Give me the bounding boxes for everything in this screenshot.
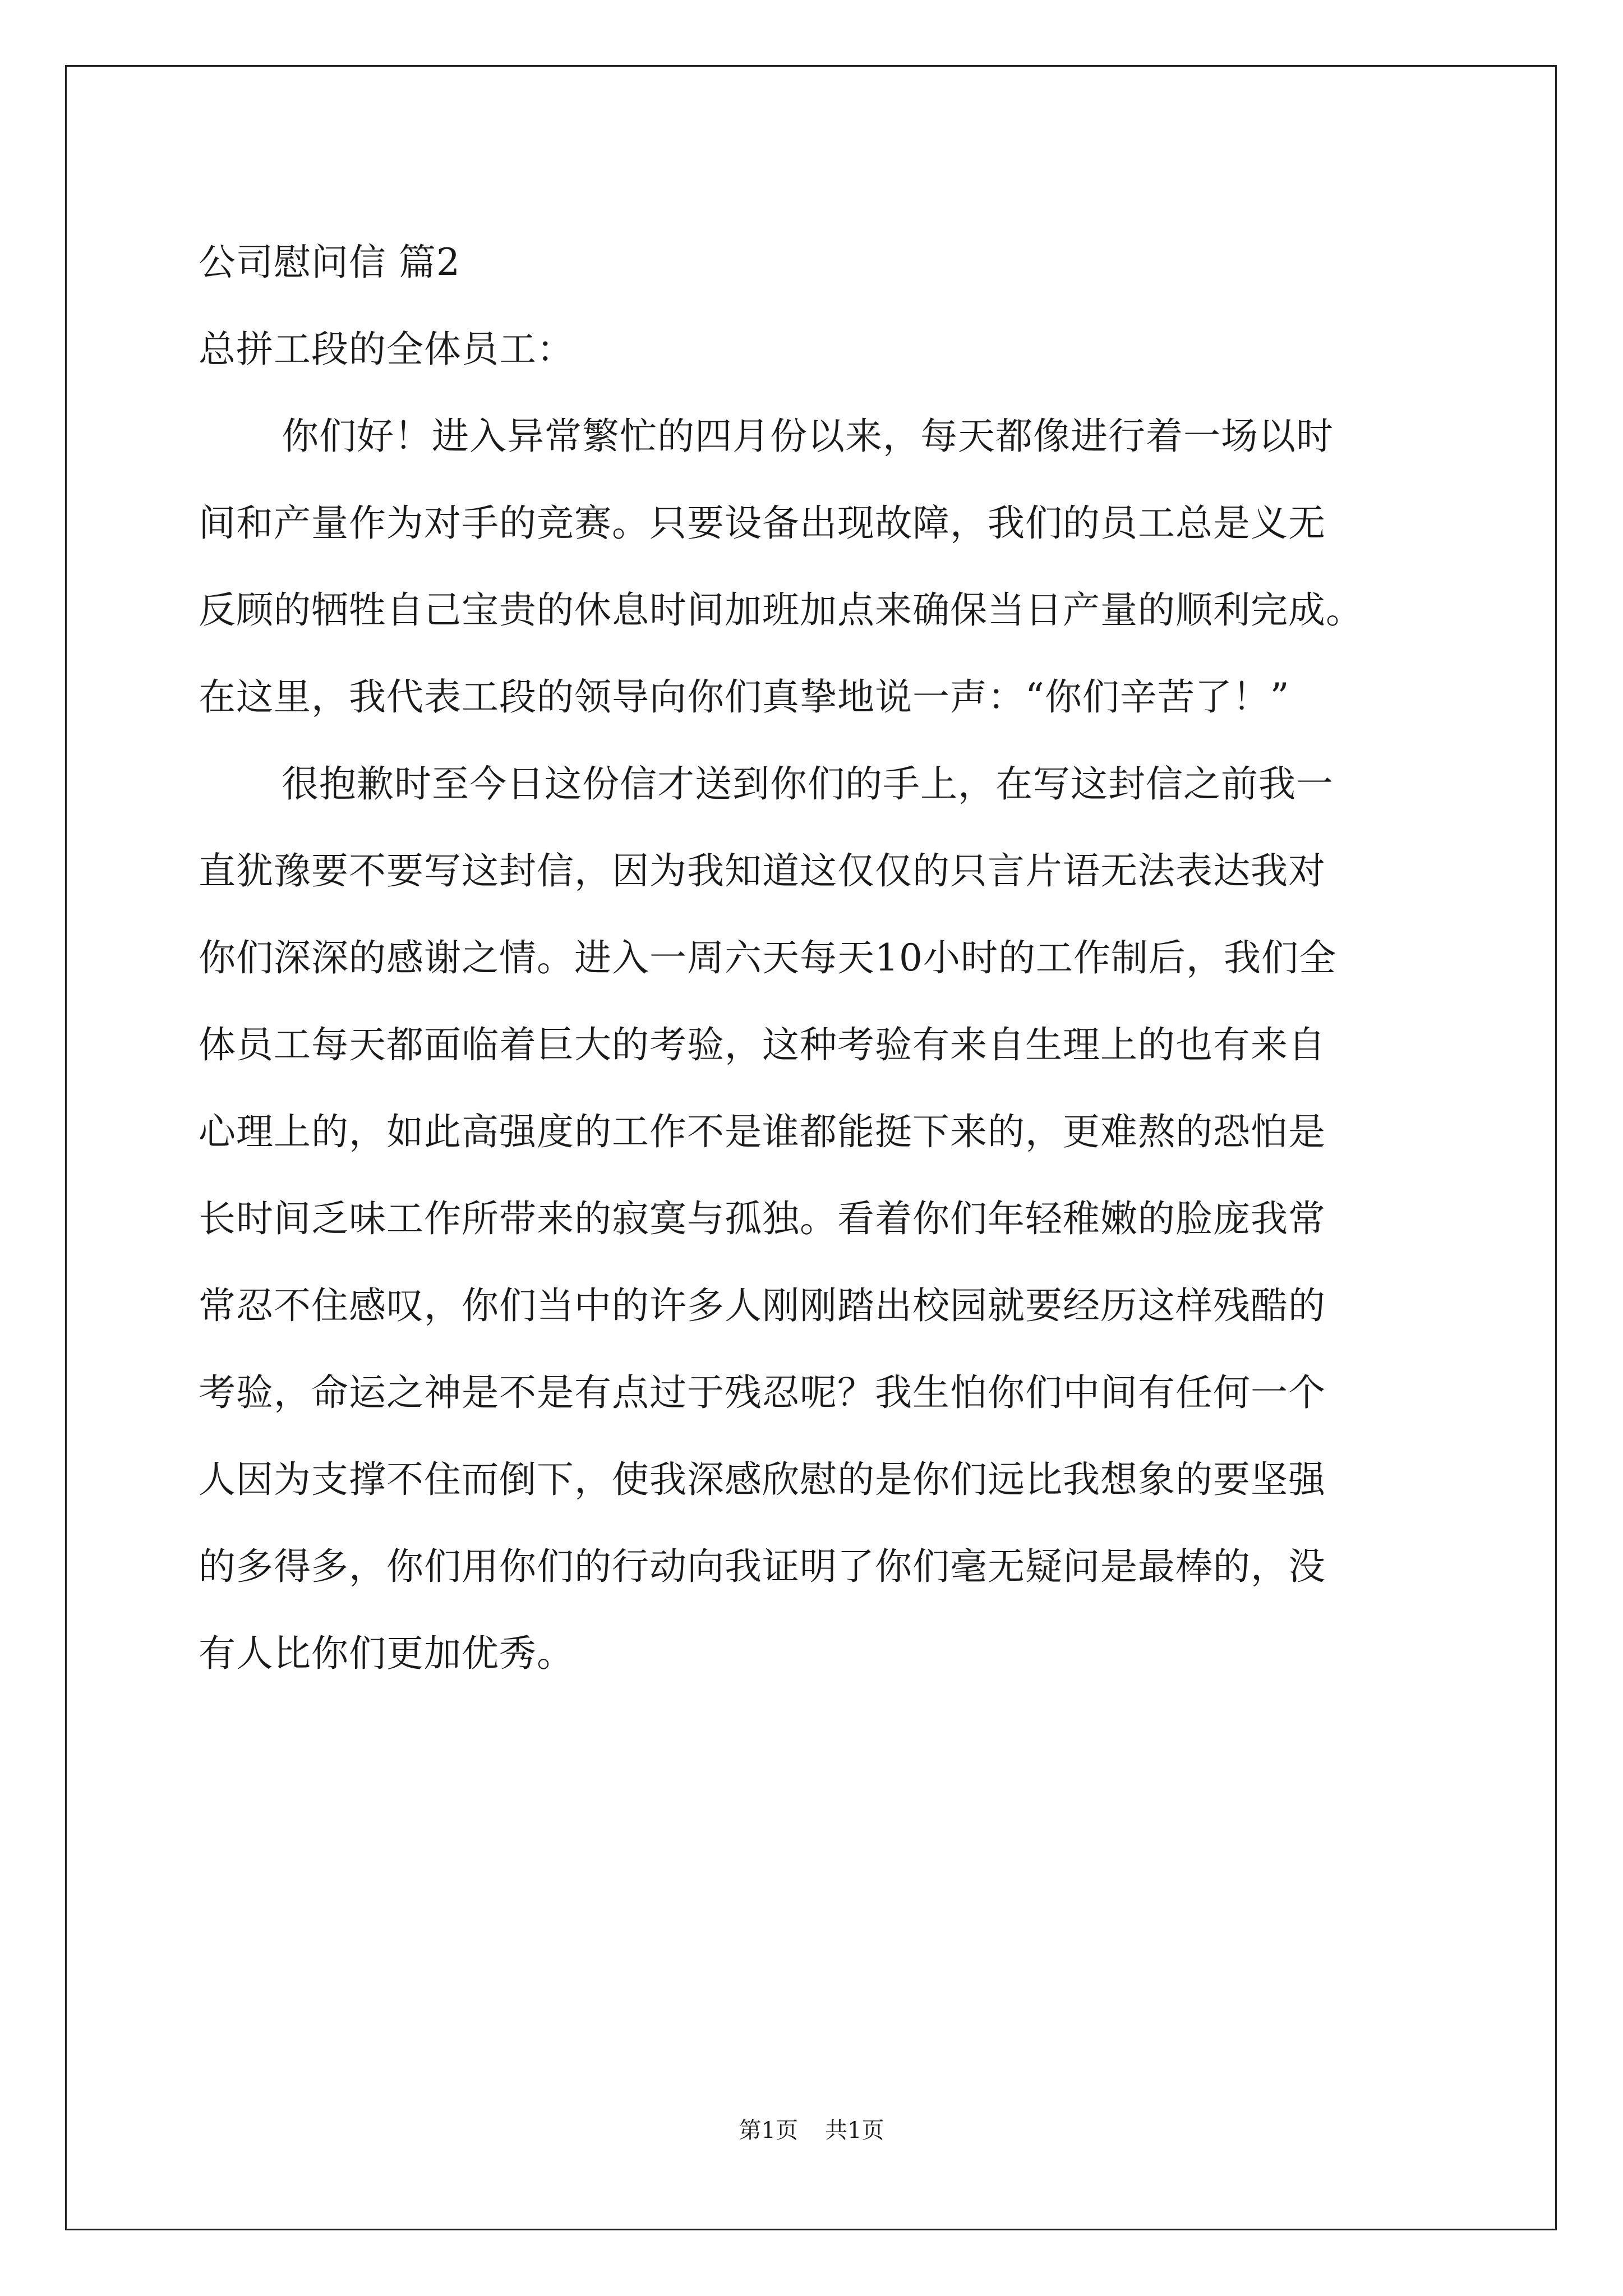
page-number: 第1页 xyxy=(739,2118,798,2143)
paragraph-line: 体员工每天都面临着巨大的考验，这种考验有来自生理上的也有来自 xyxy=(199,1023,1326,1066)
letter-salutation: 总拼工段的全体员工： xyxy=(199,328,574,371)
page-total: 共1页 xyxy=(825,2118,884,2143)
paragraph-line: 心理上的，如此高强度的工作不是谁都能挺下来的，更难熬的恐怕是 xyxy=(199,1110,1326,1153)
letter-title: 公司慰问信 篇2 xyxy=(199,241,460,284)
paragraph-line: 的多得多，你们用你们的行动向我证明了你们毫无疑问是最棒的，没 xyxy=(199,1545,1326,1588)
paragraph-line: 你们深深的感谢之情。进入一周六天每天10小时的工作制后，我们全 xyxy=(199,936,1336,979)
paragraph-line: 你们好！进入异常繁忙的四月份以来，每天都像进行着一场以时 xyxy=(282,415,1334,458)
paragraph-line: 人因为支撑不住而倒下，使我深感欣慰的是你们远比我想象的要坚强 xyxy=(199,1458,1326,1501)
paragraph-line: 长时间乏味工作所带来的寂寞与孤独。看着你们年轻稚嫩的脸庞我常 xyxy=(199,1197,1326,1240)
paragraph-line: 考验，命运之神是不是有点过于残忍呢？我生怕你们中间有任何一个 xyxy=(199,1371,1326,1414)
paragraph-line: 反顾的牺牲自己宝贵的休息时间加班加点来确保当日产量的顺利完成。 xyxy=(199,588,1363,632)
paragraph-line: 很抱歉时至今日这份信才送到你们的手上，在写这封信之前我一 xyxy=(282,762,1334,806)
paragraph-line: 有人比你们更加优秀。 xyxy=(199,1632,574,1675)
paragraph-1 xyxy=(199,393,1432,740)
paragraph-line: 在这里，我代表工段的领导向你们真挚地说一声：“你们辛苦了！” xyxy=(199,675,1290,719)
paragraph-line: 直犹豫要不要写这封信，因为我知道这仅仅的只言片语无法表达我对 xyxy=(199,849,1326,892)
letter-content xyxy=(199,219,1432,1697)
page-footer xyxy=(0,2114,1623,2147)
paragraph-line: 常忍不住感叹，你们当中的许多人刚刚踏出校园就要经历这样残酷的 xyxy=(199,1284,1326,1327)
paragraph-2 xyxy=(199,740,1432,1697)
paragraph-line: 间和产量作为对手的竞赛。只要设备出现故障，我们的员工总是义无 xyxy=(199,501,1326,545)
